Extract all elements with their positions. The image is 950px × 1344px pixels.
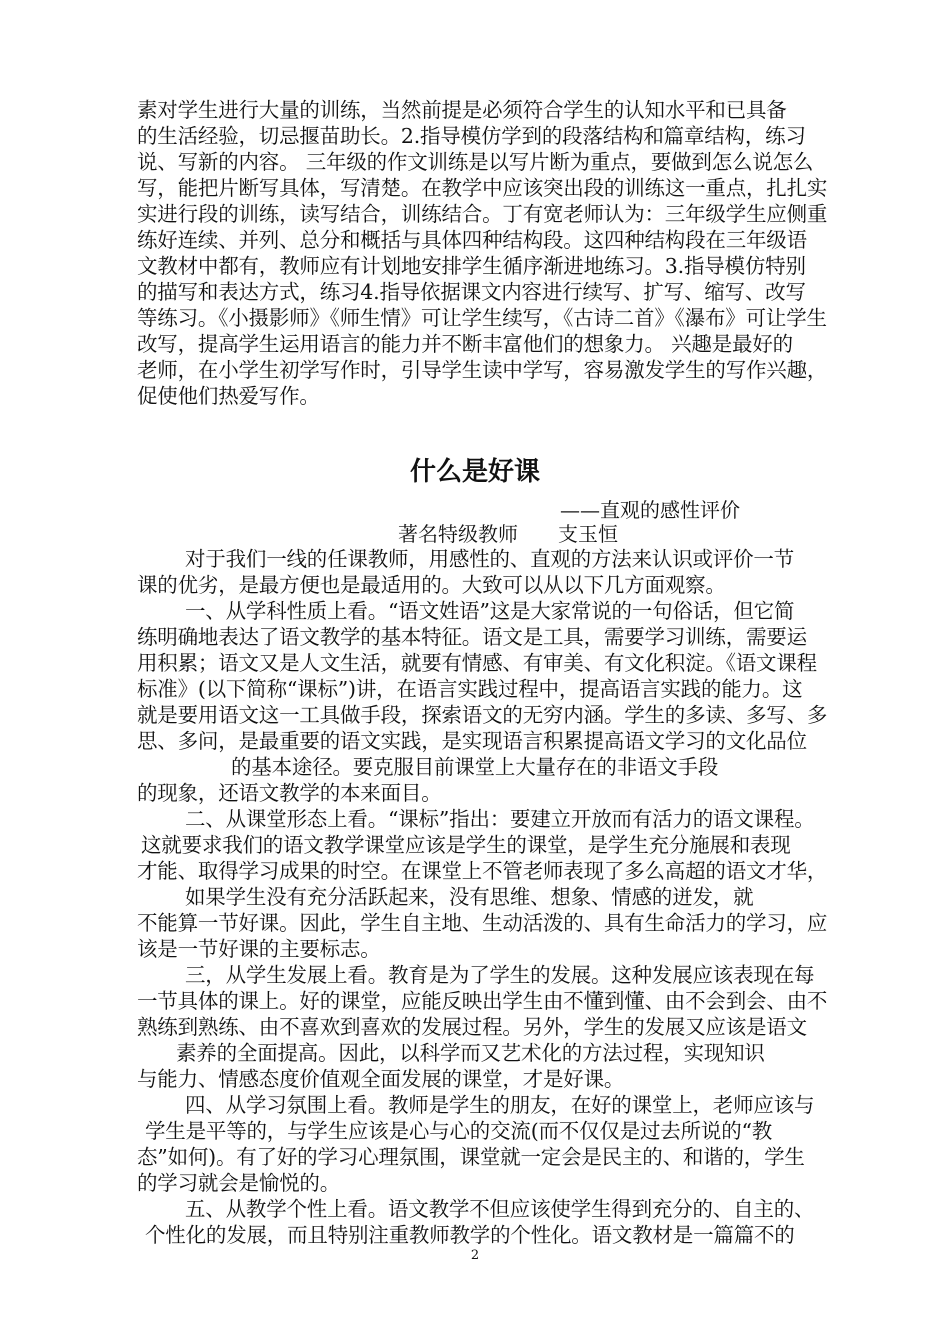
text-line: 文教材中都有，教师应有计划地安排学生循序渐进地练习。3.指导模仿特别 bbox=[137, 254, 806, 278]
page-number: 2 bbox=[470, 1248, 480, 1263]
text-line: 说、写新的内容。 三年级的作文训练是以写片断为重点，要做到怎么说怎么 bbox=[137, 150, 814, 174]
text-line: 对于我们一线的任课教师，用感性的、直观的方法来认识或评价一节 bbox=[185, 547, 794, 571]
article-subtitle: ——直观的感性评价 bbox=[560, 498, 740, 522]
text-line: 实进行段的训练，读写结合，训练结合。丁有宽老师认为：三年级学生应侧重 bbox=[137, 202, 828, 226]
text-line: 素养的全面提高。因此，以科学而又艺术化的方法过程，实现知识 bbox=[176, 1041, 765, 1065]
text-line: 用积累；语文又是人文生活，就要有情感、有审美、有文化积淀。《语文课程 bbox=[137, 651, 817, 675]
text-line: 的现象，还语文教学的本来面目。 bbox=[137, 781, 442, 805]
text-line: 这就要求我们的语文教学课堂应该是学生的课堂，是学生充分施展和表现 bbox=[141, 833, 791, 857]
text-line: 态”如何)。有了好的学习心理氛围，课堂就一定会是民主的、和谐的，学生 bbox=[137, 1145, 805, 1169]
text-line: 一、从学科性质上看。“语文姓语”这是大家常说的一句俗话，但它简 bbox=[185, 599, 795, 623]
text-line: 就是要用语文这一工具做手段，探索语文的无穷内涵。学生的多读、多写、多 bbox=[137, 703, 828, 727]
text-line: 三，从学生发展上看。教育是为了学生的发展。这种发展应该表现在每 bbox=[185, 963, 815, 987]
text-line: 改写，提高学生运用语言的能力并不断丰富他们的想象力。 兴趣是最好的 bbox=[137, 332, 793, 356]
text-line: 思、多问，是最重要的语文实践，是实现语言积累提高语文学习的文化品位 bbox=[137, 729, 807, 753]
text-line: 学生是平等的，与学生应该是心与心的交流(而不仅仅是过去所说的“教 bbox=[145, 1119, 773, 1143]
text-line: 练明确地表达了语文教学的基本特征。语文是工具，需要学习训练，需要运 bbox=[137, 625, 807, 649]
text-line: 促使他们热爱写作。 bbox=[137, 384, 320, 408]
text-line: 练好连续、并列、总分和概括与具体四种结构段。这四种结构段在三年级语 bbox=[137, 228, 807, 252]
text-line: 如果学生没有充分活跃起来，没有思维、想象、情感的迸发，就 bbox=[185, 885, 754, 909]
text-line: 的学习就会是愉悦的。 bbox=[137, 1171, 340, 1195]
text-line: 一节具体的课上。好的课堂，应能反映出学生由不懂到懂、由不会到会、由不 bbox=[137, 989, 828, 1013]
text-line: 标准》(以下简称“课标”)讲，在语言实践过程中，提高语言实践的能力。这 bbox=[137, 677, 803, 701]
text-line: 才能、取得学习成果的时空。在课堂上不管老师表现了多么高超的语文才华， bbox=[137, 859, 828, 883]
text-line: 素对学生进行大量的训练，当然前提是必须符合学生的认知水平和已具备 bbox=[137, 98, 787, 122]
article-author: 著名特级教师 支玉恒 bbox=[398, 522, 618, 546]
text-line: 的基本途径。要克服目前课堂上大量存在的非语文手段 bbox=[231, 755, 719, 779]
text-line: 老师，在小学生初学写作时，引导学生读中学写，容易激发学生的写作兴趣， bbox=[137, 358, 828, 382]
text-line: 的生活经验，切忌揠苗助长。2.指导模仿学到的段落结构和篇章结构，练习 bbox=[137, 124, 806, 148]
text-line: 与能力、情感态度价值观全面发展的课堂，才是好课。 bbox=[137, 1067, 625, 1091]
text-line: 写，能把片断写具体，写清楚。在教学中应该突出段的训练这一重点，扎扎实 bbox=[137, 176, 828, 200]
text-line: 不能算一节好课。因此，学生自主地、生动活泼的、具有生命活力的学习，应 bbox=[137, 911, 828, 935]
text-line: 四、从学习氛围上看。教师是学生的朋友，在好的课堂上，老师应该与 bbox=[185, 1093, 815, 1117]
text-line: 等练习。《小摄影师》《师生情》可让学生续写，《古诗二首》《瀑布》可让学生 bbox=[137, 306, 827, 330]
article-title: 什么是好课 bbox=[409, 457, 540, 487]
text-line: 个性化的发展，而且特别注重教师教学的个性化。语文教材是一篇篇不的 bbox=[145, 1223, 795, 1247]
text-line: 该是一节好课的主要标志。 bbox=[137, 937, 381, 961]
text-line: 的描写和表达方式，练习4.指导依据课文内容进行续写、扩写、缩写、改写 bbox=[137, 280, 806, 304]
text-line: 熟练到熟练、由不喜欢到喜欢的发展过程。另外，学生的发展又应该是语文 bbox=[137, 1015, 807, 1039]
text-line: 二、从课堂形态上看。“课标”指出：要建立开放而有活力的语文课程。 bbox=[185, 807, 815, 831]
text-line: 五、从教学个性上看。语文教学不但应该使学生得到充分的、自主的、 bbox=[185, 1197, 815, 1221]
text-line: 课的优劣，是最方便也是最适用的。大致可以从以下几方面观察。 bbox=[137, 573, 726, 597]
